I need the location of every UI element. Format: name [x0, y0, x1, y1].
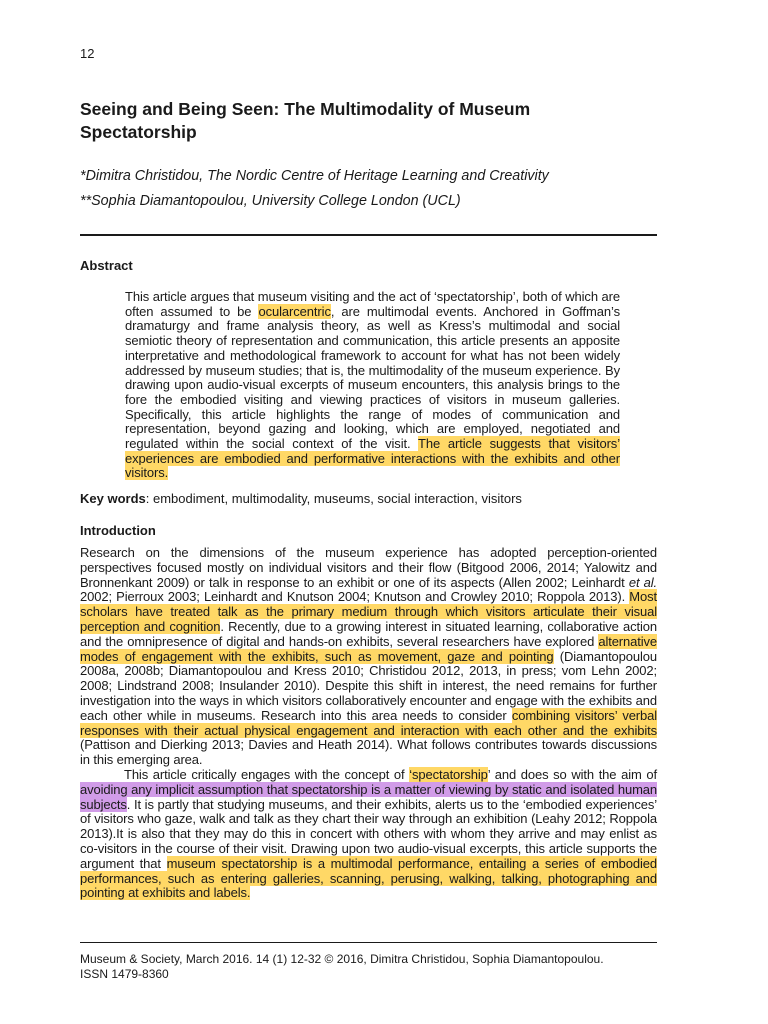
abstract-text-part: , are multimodal events. Anchored in Goffman’s dramaturgy and frame analysis theory, as well as Kress’s multimodal and social semiotic theory of representation and communication, this article presents an apposite interpretative and methodological framework to account for what has not been widely addressed by museum studies; that is, the multimodality of the museum experience. By drawing upon audio-visual excerpts of museum encounters, this analysis brings to the fore the embodied visiting and viewing practices of visitors in museum galleries. Specifically, this article highlights the range of modes of communication and representation, beyond gazing and looking, which are employed, negotiated and regulated within the social context of the visit.	[125, 303, 620, 452]
highlight-purple-assumption: avoiding any implicit assumption that spectatorship is a matter of viewing by static and isolated human subjects	[80, 781, 657, 812]
highlight-talk-medium: Most scholars have treated talk as the primary medium through which visitors articulate their visual perception and cognition	[80, 589, 657, 634]
author-line-2: **Sophia Diamantopoulou, University College London (UCL)	[80, 193, 461, 209]
paragraph-text: . It is partly that studying museums, and their exhibits, alerts us to the ‘embodied experiences’ of visitors who gaze, walk and talk as they chart their way through an exhibition (Leahy 2012; Roppola 2013).It is also that they may do this in concert with others with whom they arrive and may enlist as co-visitors in the course of their visit. Drawing upon two audio-visual excerpts, this article supports the argument that	[80, 796, 657, 871]
keywords-line	[80, 491, 657, 506]
highlight-multimodal-performance: museum spectatorship is a multimodal performance, entailing a series of embodied performances, such as entering galleries, scanning, perusing, walking, talking, photographing and pointing at exhibits and labels.	[80, 855, 657, 901]
author-line-1: *Dimitra Christidou, The Nordic Centre of Heritage Learning and Creativity	[80, 168, 549, 184]
paragraph-text: This article critically engages with the concept of	[124, 766, 410, 782]
keywords-separator: :	[145, 491, 153, 506]
footer-divider	[80, 942, 657, 943]
paragraph-text: . Recently, due to a growing interest in situated learning, collaborative action and the omnipresence of digital and hands-on exhibits, several researchers have explored	[80, 618, 658, 649]
footer	[80, 952, 657, 982]
paragraph-text: (Diamantopoulou 2008a, 2008b; Diamantopoulou and Kress 2010; Christidou 2012, 2013, in press; vom Lehn 2002; 2008; Lindstrand 2008; Insulander 2010). Despite this shift in interest, the need remains for further investigation into the ways in which visitors collaboratively encounter and engage with the exhibits and each other while in museums. Research into this area needs to consider	[80, 648, 657, 723]
introduction-body	[80, 546, 657, 901]
keywords-list: embodiment, multimodality, museums, social interaction, visitors	[152, 491, 522, 506]
introduction-paragraph-2	[80, 768, 657, 901]
highlight-abstract-conclusion: The article suggests that visitors’ experiences are embodied and performative interactions with the exhibits and other visitors.	[125, 436, 620, 481]
introduction-heading: Introduction	[80, 523, 156, 538]
footer-citation: Museum & Society, March 2016. 14 (1) 12-32 © 2016, Dimitra Christidou, Sophia Diamantopoulou.	[80, 952, 604, 966]
footer-issn: ISSN 1479-8360	[80, 967, 169, 981]
highlight-alternative-modes: alternative modes of engagement with the exhibits, such as movement, gaze and pointing	[80, 633, 657, 664]
paragraph-text-italic: et al.	[628, 574, 657, 590]
article-title: Seeing and Being Seen: The Multimodality of Museum Spectatorship	[80, 99, 531, 142]
page-number: 12	[80, 46, 95, 61]
abstract-text	[125, 290, 620, 481]
introduction-paragraph-1	[80, 546, 657, 768]
highlight-ocularcentric: ocularcentric	[258, 303, 331, 319]
abstract-heading: Abstract	[80, 258, 133, 273]
paragraph-text: ’ and does so with the aim of	[487, 766, 657, 782]
highlight-verbal-physical: combining visitors’ verbal responses with their actual physical engagement and interaction with each other and the exhibits	[80, 707, 658, 738]
keywords-label: Key words	[80, 491, 146, 506]
paragraph-text: Research on the dimensions of the museum experience has adopted perception-oriented perspectives focused mostly on individual visitors and their flow (Bitgood 2006, 2014; Yalowitz and Bronnenkant 2009) or talk in response to an exhibit or one of its aspects (Allen 2002; Leinhardt	[80, 545, 657, 590]
paragraph-text: 2002; Pierroux 2003; Leinhardt and Knutson 2004; Knutson and Crowley 2010; Roppola 2013).	[80, 589, 630, 605]
highlight-spectatorship: ‘spectatorship	[409, 766, 488, 782]
paragraph-text: (Pattison and Dierking 2013; Davies and Heath 2014). What follows contributes towards discussions in this emerging area.	[80, 737, 657, 768]
author-list	[80, 166, 680, 216]
abstract-text-part: This article argues that museum visiting and the act of ‘spectatorship’, both of which are often assumed to be	[125, 289, 620, 319]
header-divider	[80, 234, 657, 236]
